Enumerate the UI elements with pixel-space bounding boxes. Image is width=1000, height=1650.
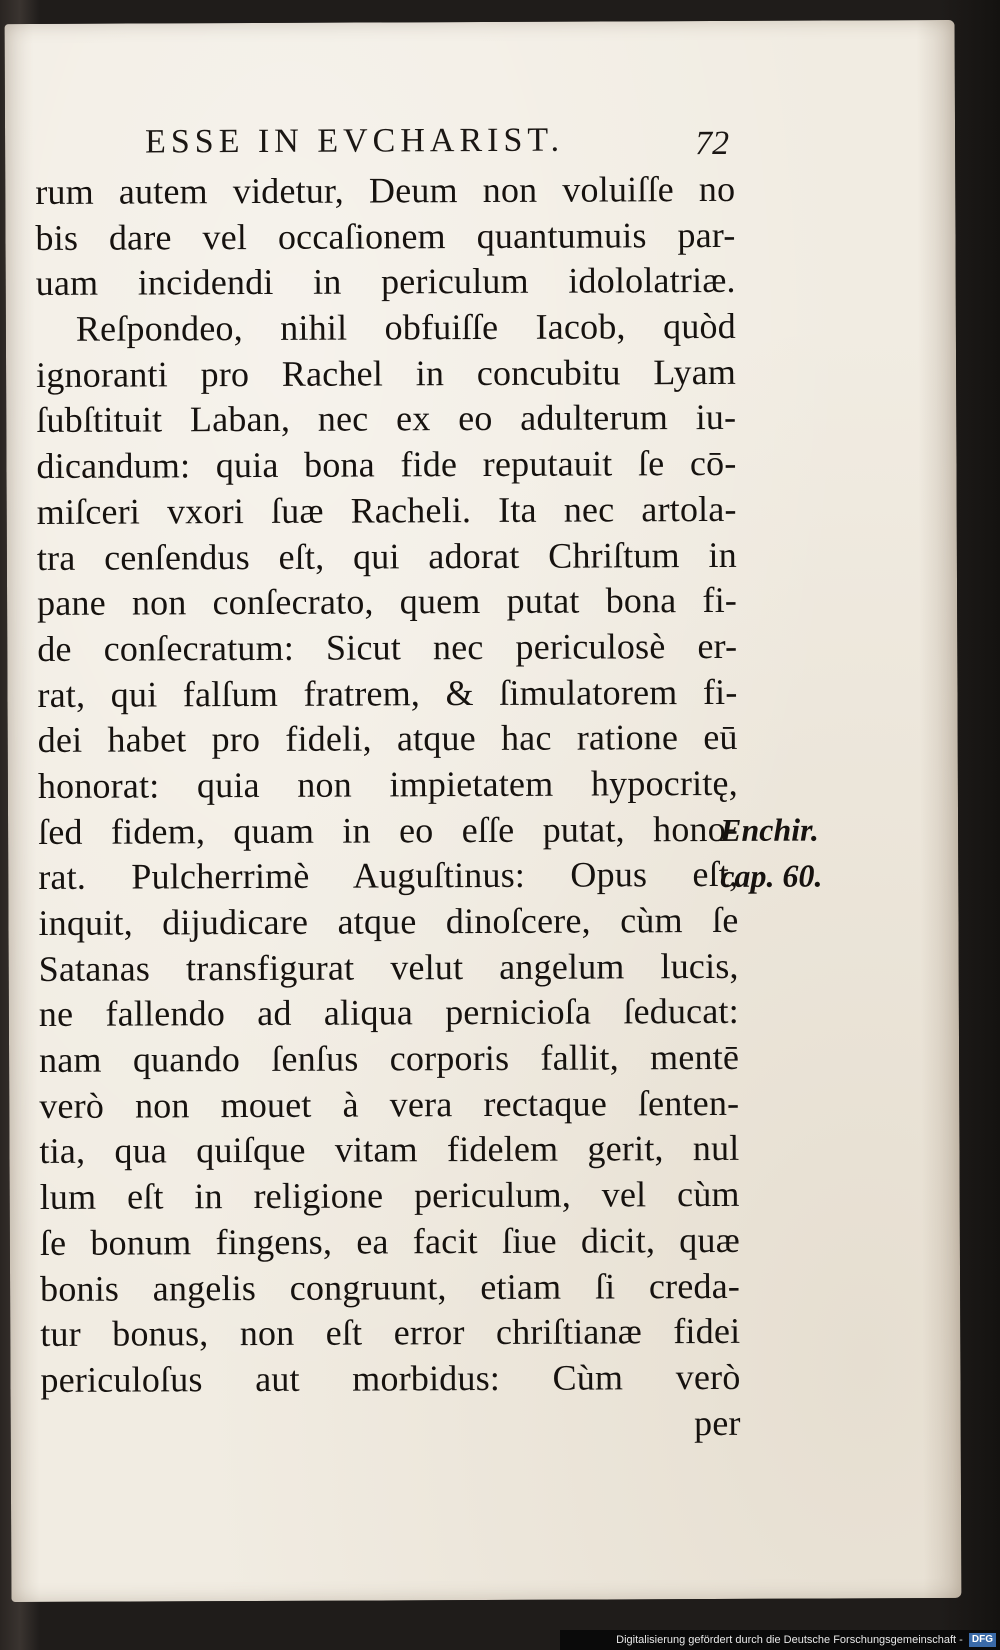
- margin-note: cap. 60.: [720, 857, 823, 894]
- text-line: periculoſus aut morbidus: Cùm verò: [40, 1356, 741, 1400]
- margin-note: Enchir.: [720, 811, 819, 848]
- text-line: honorat: quia non impietatem hypocritę,: [37, 762, 738, 806]
- text-line: Satanas transfigurat velut angelum lucis,: [38, 945, 739, 989]
- catchword: per: [694, 1402, 741, 1443]
- text-line: ignoranti pro Rachel in concubitu Lyam: [36, 351, 737, 395]
- text-line: uam incidendi in periculum idololatriæ.: [35, 260, 736, 304]
- text-line: de conſecratum: Sicut nec periculosè er-: [37, 625, 738, 669]
- text-line: bonis angelis congruunt, etiam ſi creda-: [39, 1265, 741, 1309]
- book-page: [5, 20, 962, 1602]
- running-head: ESSE IN EVCHARIST.: [144, 121, 565, 161]
- text-line: inquit, dijudicare atque dinoſcere, cùm ſe: [38, 899, 739, 943]
- text-line: pane non conſecrato, quem putat bona fi-: [37, 580, 738, 624]
- body-text: [35, 167, 741, 1449]
- text-line: dicandum: quia bona fide reputauit ſe cō-: [36, 443, 737, 487]
- text-line: ſed fidem, quam in eo eſſe putat, hono-: [37, 808, 739, 852]
- text-line: rum autem videtur, Deum non voluiſſe no: [35, 168, 736, 212]
- text-line: miſceri vxori ſuæ Racheli. Ita nec artola-: [36, 488, 737, 532]
- text-line: tur bonus, non eſt error chriſtianæ fidei: [40, 1311, 741, 1355]
- text-line: bis dare vel occaſionem quantumuis par-: [35, 214, 736, 258]
- text-line: rat, qui falſum fratrem, & ſimulatorem fi-: [37, 671, 738, 715]
- text-line: Reſpondeo, nihil obfuiſſe Iacob, quòd: [75, 305, 736, 349]
- text-line: nam quando ſenſus corporis fallit, mentē: [38, 1036, 740, 1081]
- text-line: lum eſt in religione periculum, vel cùm: [39, 1174, 740, 1218]
- page-header: [135, 121, 735, 168]
- dfg-logo-icon: DFG: [969, 1633, 996, 1647]
- text-line: ſubſtituit Laban, nec ex eo adulterum iu-: [36, 397, 737, 441]
- text-line: dei habet pro fideli, atque hac ratione eū: [37, 717, 738, 761]
- text-line: tia, qua quiſque vitam fidelem gerit, nul: [39, 1128, 740, 1172]
- digitization-credit: [560, 1630, 1000, 1650]
- text-line: verò non mouet à vera rectaque ſenten-: [39, 1082, 740, 1126]
- text-line: tra cenſendus eſt, qui adorat Chriſtum in: [36, 534, 737, 578]
- text-line: ſe bonum fingens, ea facit ſiue dicit, quæ: [39, 1219, 740, 1263]
- text-line: rat. Pulcherrimè Auguſtinus: Opus eſt,: [38, 854, 739, 898]
- margin-notes: [720, 806, 850, 899]
- text-line: ne fallendo ad aliqua pernicioſa ſeducat:: [38, 991, 739, 1035]
- credit-text: Digitalisierung gefördert durch die Deutsche Forschungsgemeinschaft -: [616, 1634, 963, 1646]
- page-number: 72: [695, 124, 730, 163]
